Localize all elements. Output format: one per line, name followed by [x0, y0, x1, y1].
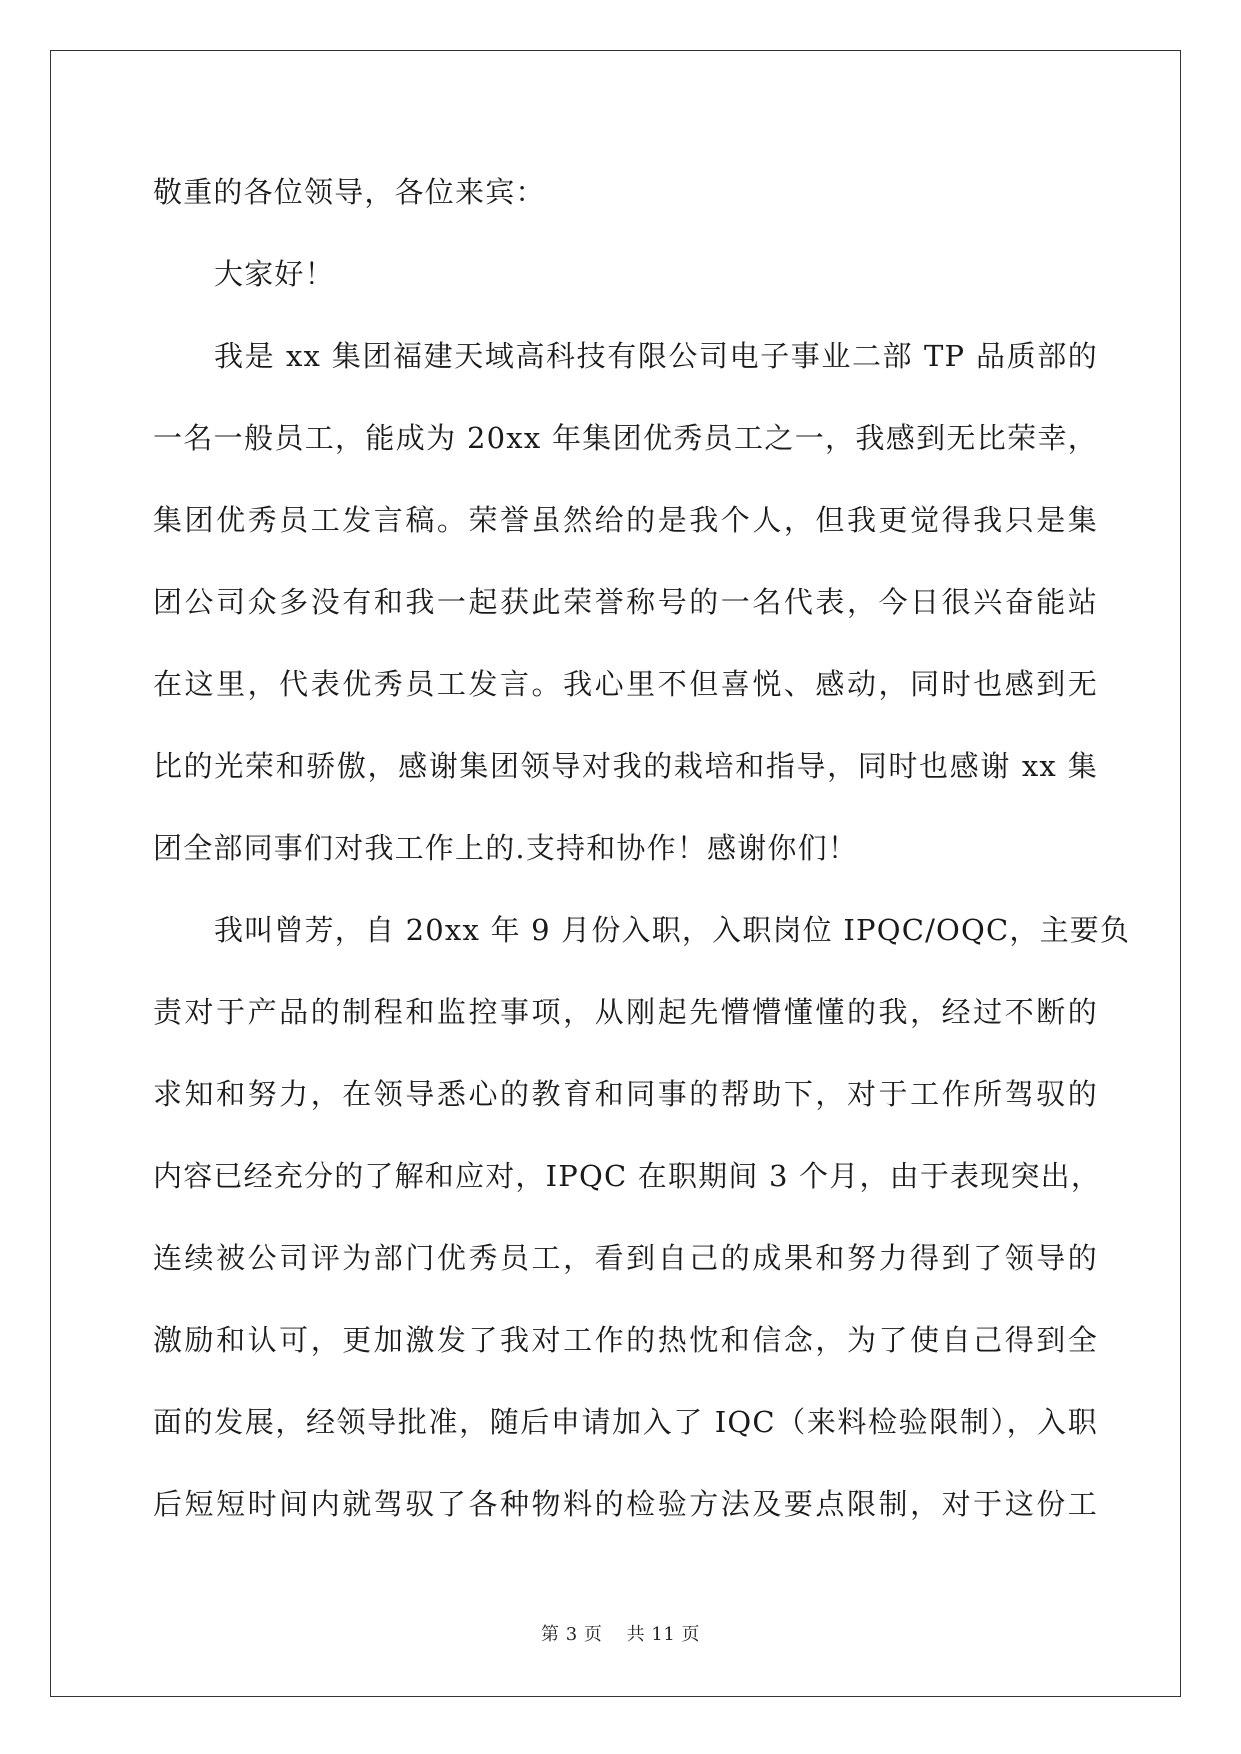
text-line: 团公司众多没有和我一起获此荣誉称号的一名代表，今日很兴奋能站	[153, 585, 1098, 619]
text-line: 集团优秀员工发言稿。荣誉虽然给的是我个人，但我更觉得我只是集	[153, 503, 1098, 537]
page-footer	[0, 1620, 1241, 1646]
text-line: 连续被公司评为部门优秀员工，看到自己的成果和努力得到了领导的	[153, 1241, 1098, 1275]
text-line: 敬重的各位领导，各位来宾：	[153, 175, 546, 209]
text-line: 比的光荣和骄傲，感谢集团领导对我的栽培和指导，同时也感谢 xx 集	[153, 749, 1098, 783]
text-line: 在这里，代表优秀员工发言。我心里不但喜悦、感动，同时也感到无	[153, 667, 1098, 701]
text-line: 我叫曾芳，自 20xx 年 9 月份入职，入职岗位 IPQC/OQC，主要负	[214, 913, 1131, 947]
text-line: 我是 xx 集团福建天域高科技有限公司电子事业二部 TP 品质部的	[214, 339, 1098, 373]
text-line: 责对于产品的制程和监控事项，从刚起先懵懵懂懂的我，经过不断的	[153, 995, 1098, 1029]
text-line: 内容已经充分的了解和应对，IPQC 在职期间 3 个月，由于表现突出，	[153, 1159, 1102, 1193]
text-line: 后短短时间内就驾驭了各种物料的检验方法及要点限制，对于这份工	[153, 1487, 1098, 1521]
text-line: 激励和认可，更加激发了我对工作的热忱和信念，为了使自己得到全	[153, 1323, 1098, 1357]
text-line: 团全部同事们对我工作上的.支持和协作！感谢你们！	[153, 831, 859, 865]
text-line: 大家好！	[214, 257, 335, 291]
page-number-total: 共 11 页	[626, 1624, 700, 1645]
text-line: 一名一般员工，能成为 20xx 年集团优秀员工之一，我感到无比荣幸，	[153, 421, 1098, 455]
text-line: 求知和努力，在领导悉心的教育和同事的帮助下，对于工作所驾驭的	[153, 1077, 1098, 1111]
document-body	[153, 166, 1131, 1560]
page-number-current: 第 3 页	[541, 1624, 603, 1645]
text-line: 面的发展，经领导批准，随后申请加入了 IQC（来料检验限制），入职	[153, 1405, 1098, 1439]
